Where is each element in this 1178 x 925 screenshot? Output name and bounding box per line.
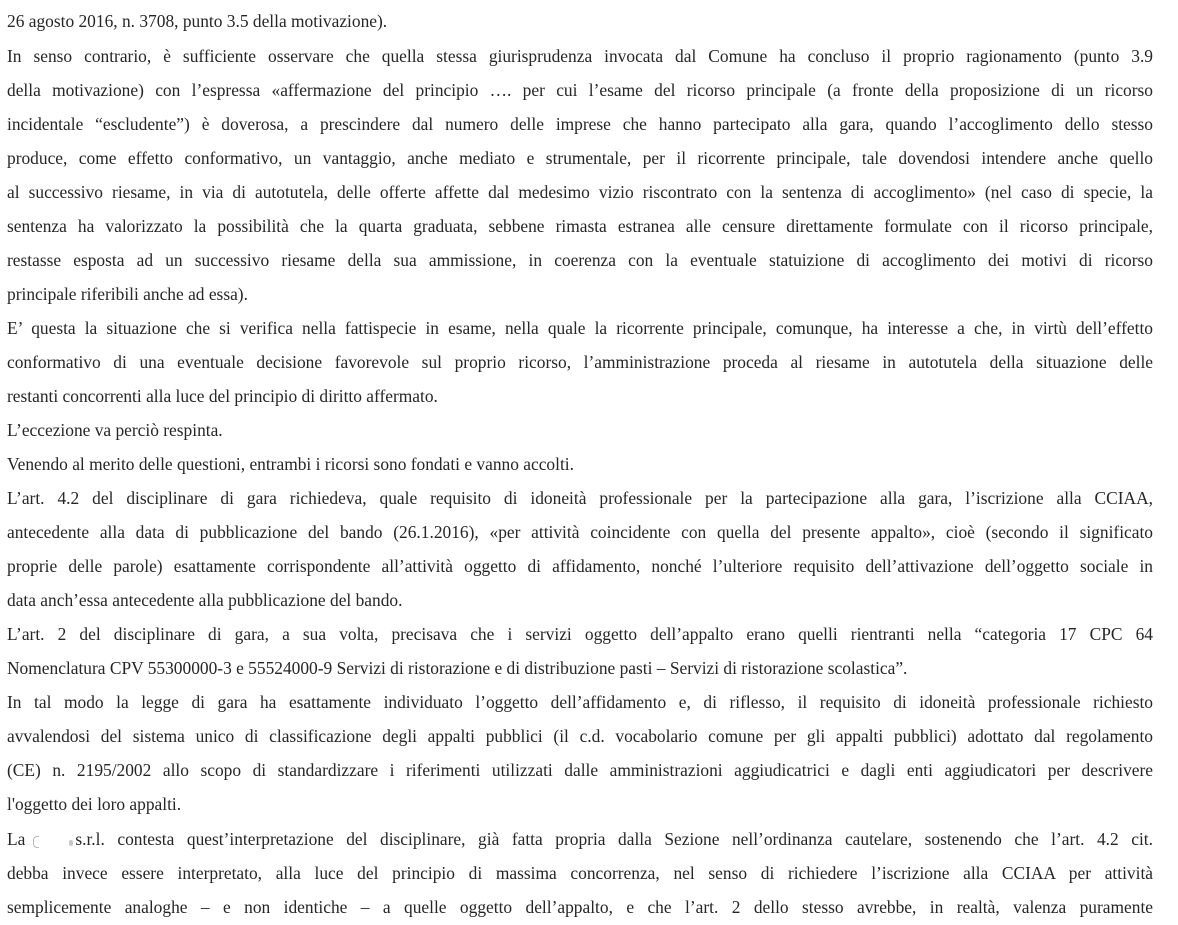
text-line: produce, come effetto conformativo, un vantaggio, anche mediato e strumentale, per il ricorrente principale, tale dovendosi intendere anche quello [7, 148, 1153, 168]
text-line: sentenza ha valorizzato la possibilità che la quarta graduata, sebbene rimasta estranea alle censure direttamente formulate con il ricorso principale, [7, 216, 1153, 236]
text-line: della motivazione) con l’espressa «affermazione del principio …. per cui l’esame del ricorso principale (a fronte della proposizione di un ricorso [7, 80, 1153, 100]
text-line: (CE) n. 2195/2002 allo scopo di standardizzare i riferimenti utilizzati dalle amministrazioni aggiudicatrici e dagli enti aggiudicatori per descrivere [7, 760, 1153, 780]
redacted-line-start: La [7, 829, 26, 849]
text-line: In tal modo la legge di gara ha esattamente individuato l’oggetto dell’affidamento e, di riflesso, il requisito di idoneità professionale richiesto [7, 692, 1153, 712]
text-line: conformativo di una eventuale decisione favorevole sul proprio ricorso, l’amministrazione proceda al riesame in autotutela della situazione delle [7, 352, 1153, 372]
redaction-mark [25, 834, 75, 848]
text-line: restanti concorrenti alla luce del principio di diritto affermato. [7, 386, 438, 406]
text-line: E’ questa la situazione che si verifica nella fattispecie in esame, nella quale la ricorrente principale, comunque, ha interesse a che, in virtù dell’effetto [7, 318, 1153, 338]
text-line: Nomenclatura CPV 55300000-3 e 55524000-9 Servizi di ristorazione e di distribuzione pasti – Servizi di ristorazione scolastica”. [7, 658, 908, 678]
redacted-text-line [7, 828, 1153, 850]
text-line: antecedente alla data di pubblicazione del bando (26.1.2016), «per attività coincidente con quella del presente appalto», cioè (secondo il significato [7, 522, 1153, 542]
text-line: L’eccezione va perciò respinta. [7, 420, 223, 440]
text-line: L’art. 2 del disciplinare di gara, a sua volta, precisava che i servizi oggetto dell’appalto erano quelli rientranti nella “categoria 17 CPC 64 [7, 624, 1153, 644]
text-line: incidentale “escludente”) è doverosa, a prescindere dal numero delle imprese che hanno partecipato alla gara, quando l’accoglimento dello stesso [7, 114, 1153, 134]
text-line: 26 agosto 2016, n. 3708, punto 3.5 della motivazione). [7, 11, 388, 31]
text-line: semplicemente analoghe – e non identiche – a quelle oggetto dell’appalto, e che l’art. 2 dello stesso avrebbe, in realtà, valenza puramente [7, 897, 1153, 917]
redacted-line-rest: s.r.l. contesta quest’interpretazione del disciplinare, già fatta propria dalla Sezione nell’ordinanza cautelare, sostenendo che l’art. 4.2 cit. [75, 829, 1153, 849]
text-line: restasse esposta ad un successivo riesame della sua ammissione, in coerenza con la eventuale statuizione di accoglimento dei motivi di ricorso [7, 250, 1153, 270]
text-line: data anch’essa antecedente alla pubblicazione del bando. [7, 590, 403, 610]
text-line: avvalendosi del sistema unico di classificazione degli appalti pubblici (il c.d. vocabolario comune per gli appalti pubblici) adottato dal regolamento [7, 726, 1153, 746]
text-line: principale riferibili anche ad essa). [7, 284, 248, 304]
text-line: l'oggetto dei loro appalti. [7, 794, 182, 814]
text-line: L’art. 4.2 del disciplinare di gara richiedeva, quale requisito di idoneità professionale per la partecipazione alla gara, l’iscrizione alla CCIAA, [7, 488, 1153, 508]
text-line: Venendo al merito delle questioni, entrambi i ricorsi sono fondati e vanno accolti. [7, 454, 574, 474]
text-line: debba invece essere interpretato, alla luce del principio di massima concorrenza, nel senso di richiedere l’iscrizione alla CCIAA per attività [7, 863, 1153, 883]
text-line: al successivo riesame, in via di autotutela, delle offerte affette dal medesimo vizio riscontrato con la sentenza di accoglimento» (nel caso di specie, la [7, 182, 1153, 202]
text-line: In senso contrario, è sufficiente osservare che quella stessa giurisprudenza invocata dal Comune ha concluso il proprio ragionamento (punto 3.9 [7, 46, 1153, 66]
text-line: proprie delle parole) esattamente corrispondente all’attività oggetto di affidamento, nonché l’ulteriore requisito dell’attivazione dell’oggetto sociale in [7, 556, 1153, 576]
